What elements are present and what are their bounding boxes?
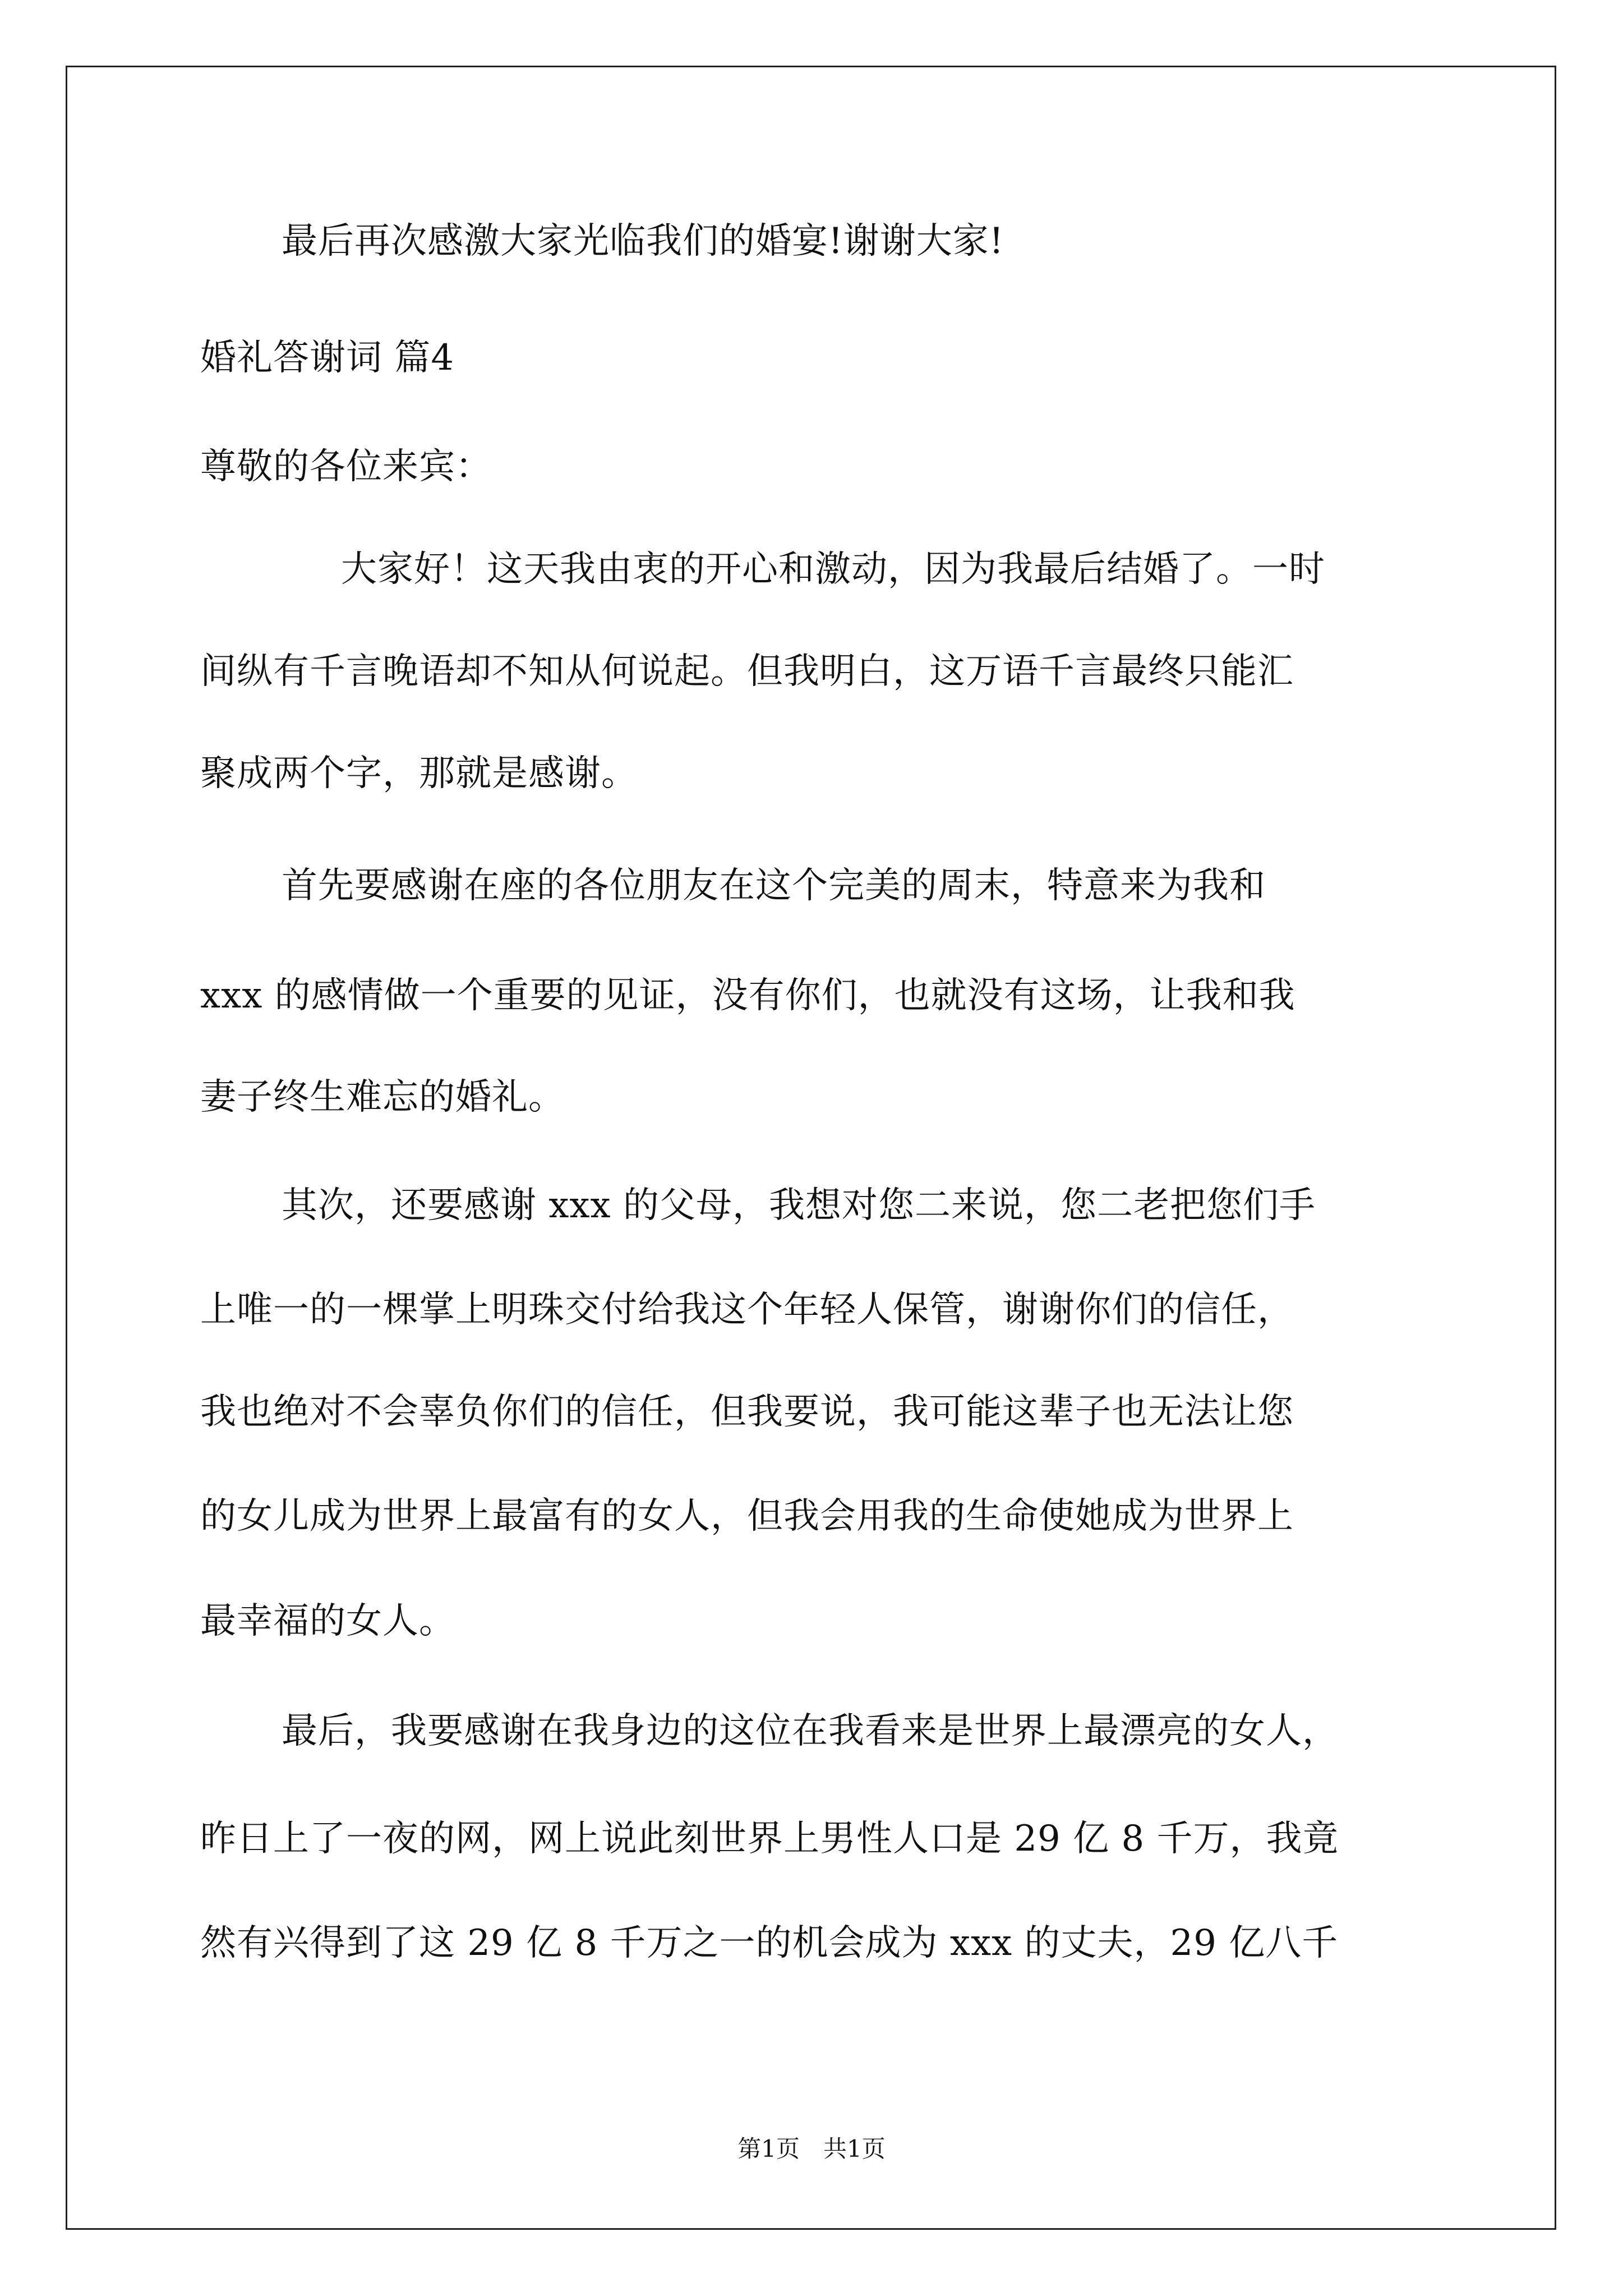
page-footer: 第1页 共1页 xyxy=(737,2135,886,2162)
paragraph-line: 其次，还要感谢 xxx 的父母，我想对您二来说，您二老把您们手 xyxy=(282,1185,1316,1226)
paragraph-line: 最幸福的女人。 xyxy=(200,1600,455,1642)
paragraph-line: 妻子终生难忘的婚礼。 xyxy=(200,1076,565,1118)
paragraph-line: 聚成两个字，那就是感谢。 xyxy=(200,753,638,794)
paragraph-line: xxx 的感情做一个重要的见证，没有你们，也就没有这场，让我和我 xyxy=(200,975,1295,1016)
paragraph-line: 间纵有千言晚语却不知从何说起。但我明白，这万语千言最终只能汇 xyxy=(200,651,1294,692)
paragraph-line: 最后，我要感谢在我身边的这位在我看来是世界上最漂亮的女人， xyxy=(282,1710,1339,1752)
paragraph-line: 的女儿成为世界上最富有的女人，但我会用我的生命使她成为世界上 xyxy=(200,1496,1294,1537)
section-heading: 婚礼答谢词 篇4 xyxy=(200,337,455,379)
closing-line: 最后再次感激大家光临我们的婚宴!谢谢大家! xyxy=(282,220,1004,262)
paragraph-line: 我也绝对不会辜负你们的信任，但我要说，我可能这辈子也无法让您 xyxy=(200,1391,1294,1433)
salutation: 尊敬的各位来宾： xyxy=(200,446,492,487)
paragraph-line: 然有兴得到了这 29 亿 8 千万之一的机会成为 xxx 的丈夫，29 亿八千 xyxy=(200,1922,1339,1964)
page-border xyxy=(66,66,1556,2230)
paragraph-line: 上唯一的一棵掌上明珠交付给我这个年轻人保管，谢谢你们的信任， xyxy=(200,1289,1294,1331)
paragraph-line: 首先要感谢在座的各位朋友在这个完美的周末，特意来为我和 xyxy=(282,865,1266,907)
paragraph-line: 昨日上了一夜的网，网上说此刻世界上男性人口是 29 亿 8 千万，我竟 xyxy=(200,1818,1339,1860)
paragraph-line: 大家好！这天我由衷的开心和激动，因为我最后结婚了。一时 xyxy=(341,549,1325,590)
